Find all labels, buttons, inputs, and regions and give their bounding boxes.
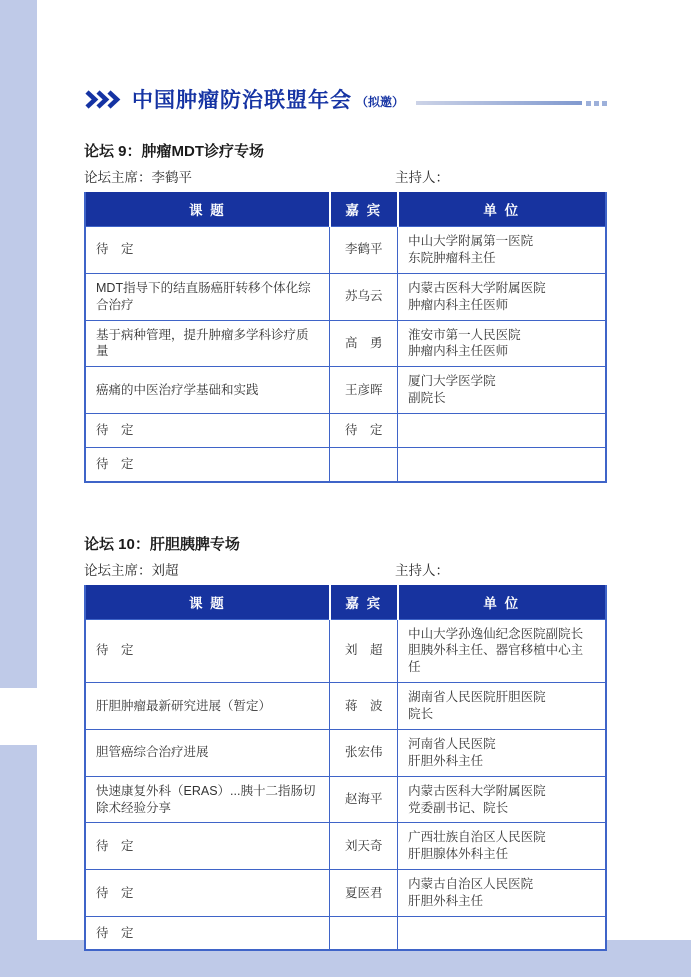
topic-cell: 待 定 — [85, 414, 330, 448]
topic-cell: 肝胆肿瘤最新研究进展（暂定） — [85, 683, 330, 730]
decoration-line — [416, 101, 582, 105]
guest-cell: 王彦晖 — [330, 367, 398, 414]
table-row — [85, 729, 606, 776]
forum-10-chair-label: 论坛主席：刘超 — [84, 562, 179, 578]
org-line: 内蒙古医科大学附属医院 — [408, 280, 546, 295]
guest-cell: 夏医君 — [330, 870, 398, 917]
forum-10-table-body — [85, 619, 606, 950]
forum-9-table-head — [85, 192, 606, 227]
triple-chevron-right-icon — [84, 90, 122, 109]
topic-cell: 待 定 — [85, 227, 330, 274]
guest-cell: 待 定 — [330, 414, 398, 448]
table-row — [85, 227, 606, 274]
topic-cell: 胆管癌综合治疗进展 — [85, 729, 330, 776]
org-cell — [398, 870, 606, 917]
table-row — [85, 823, 606, 870]
org-cell — [398, 448, 606, 482]
table-row — [85, 367, 606, 414]
org-line: 肝胆外科主任 — [408, 753, 484, 768]
forum-9-meta — [84, 166, 607, 184]
org-cell — [398, 367, 606, 414]
table-row — [85, 273, 606, 320]
org-cell — [398, 916, 606, 950]
forum-9-host-label: 主持人： — [395, 170, 449, 185]
table-row — [85, 619, 606, 683]
table-row — [85, 414, 606, 448]
topic-cell: MDT指导下的结直肠癌肝转移个体化综合治疗 — [85, 273, 330, 320]
org-line: 肝胆腺体外科主任 — [408, 847, 509, 862]
guest-cell — [330, 448, 398, 482]
page-title-suffix: （拟邀） — [356, 94, 405, 109]
forum-10-host-label: 主持人： — [395, 562, 449, 578]
topic-cell: 快速康复外科（ERAS）...胰十二指肠切除术经验分享 — [85, 776, 330, 823]
guest-cell: 张宏伟 — [330, 729, 398, 776]
org-line: 广西壮族自治区人民医院 — [408, 830, 546, 845]
org-line: 湖南省人民医院肝胆医院 — [408, 690, 546, 705]
org-cell — [398, 823, 606, 870]
page-title: 中国肿瘤防治联盟年会 — [132, 89, 352, 112]
forum-9-chair-label: 论坛主席：李鹤平 — [84, 170, 192, 185]
topic-column-header: 课 题 — [85, 192, 330, 227]
org-line: 胆胰外科主任、器官移植中心主任 — [408, 643, 584, 675]
table-row — [85, 320, 606, 367]
topic-cell: 癌痛的中医治疗学基础和实践 — [85, 367, 330, 414]
guest-column-header: 嘉 宾 — [330, 192, 398, 227]
org-column-header: 单 位 — [398, 585, 606, 620]
left-decorative-bar-top — [0, 0, 37, 688]
org-line: 肿瘤内科主任医师 — [408, 344, 509, 359]
org-line: 内蒙古医科大学附属医院 — [408, 783, 546, 798]
org-cell — [398, 273, 606, 320]
topic-cell: 待 定 — [85, 619, 330, 683]
org-line: 院长 — [408, 707, 434, 721]
org-line: 河南省人民医院 — [408, 736, 496, 751]
guest-cell: 刘天奇 — [330, 823, 398, 870]
org-line: 内蒙古自治区人民医院 — [408, 877, 534, 892]
topic-cell: 基于病种管理，提升肿瘤多学科诊疗质量 — [85, 320, 330, 367]
org-line: 中山大学附属第一医院 — [408, 234, 534, 248]
topic-cell: 待 定 — [85, 916, 330, 950]
page-content — [84, 0, 607, 951]
org-line: 东院肿瘤科主任 — [408, 250, 496, 265]
forum-10-meta — [84, 559, 607, 577]
forum-10-heading: 论坛 10：肝胆胰脾专场 — [84, 535, 240, 553]
guest-cell: 赵海平 — [330, 776, 398, 823]
table-row — [85, 776, 606, 823]
left-decorative-bar-bottom — [0, 745, 37, 940]
org-cell — [398, 619, 606, 683]
forum-10-table-head — [85, 585, 606, 620]
guest-cell: 李鹤平 — [330, 227, 398, 274]
org-cell — [398, 776, 606, 823]
topic-cell: 待 定 — [85, 448, 330, 482]
org-cell — [398, 729, 606, 776]
org-line: 肿瘤内科主任医师 — [408, 297, 509, 312]
table-row — [85, 448, 606, 482]
guest-cell: 刘 超 — [330, 619, 398, 683]
topic-cell: 待 定 — [85, 870, 330, 917]
org-line: 党委副书记、院长 — [408, 800, 509, 815]
topic-cell: 待 定 — [85, 823, 330, 870]
org-cell — [398, 683, 606, 730]
guest-cell: 高 勇 — [330, 320, 398, 367]
org-line: 中山大学孙逸仙纪念医院副院长 — [408, 626, 584, 641]
forum-10-section — [84, 533, 607, 952]
table-row — [85, 916, 606, 950]
org-line: 淮安市第一人民医院 — [408, 327, 521, 342]
guest-cell — [330, 916, 398, 950]
org-line: 副院长 — [408, 391, 446, 406]
org-line: 厦门大学医学院 — [408, 374, 496, 389]
org-cell — [398, 320, 606, 367]
page-header — [84, 84, 607, 114]
forum-9-table — [84, 192, 607, 483]
guest-cell: 苏乌云 — [330, 273, 398, 320]
guest-cell: 蒋 波 — [330, 683, 398, 730]
org-cell — [398, 414, 606, 448]
forum-10-table — [84, 585, 607, 952]
header-decoration — [416, 101, 607, 106]
forum-9-section — [84, 140, 607, 483]
forum-9-table-body — [85, 227, 606, 482]
forum-9-heading: 论坛 9：肿瘤MDT诊疗专场 — [84, 143, 265, 160]
table-row — [85, 683, 606, 730]
decoration-squares-icon — [586, 101, 607, 106]
table-row — [85, 870, 606, 917]
topic-column-header: 课 题 — [85, 585, 330, 620]
guest-column-header: 嘉 宾 — [330, 585, 398, 620]
org-cell — [398, 227, 606, 274]
org-column-header: 单 位 — [398, 192, 606, 227]
org-line: 肝胆外科主任 — [408, 894, 484, 908]
